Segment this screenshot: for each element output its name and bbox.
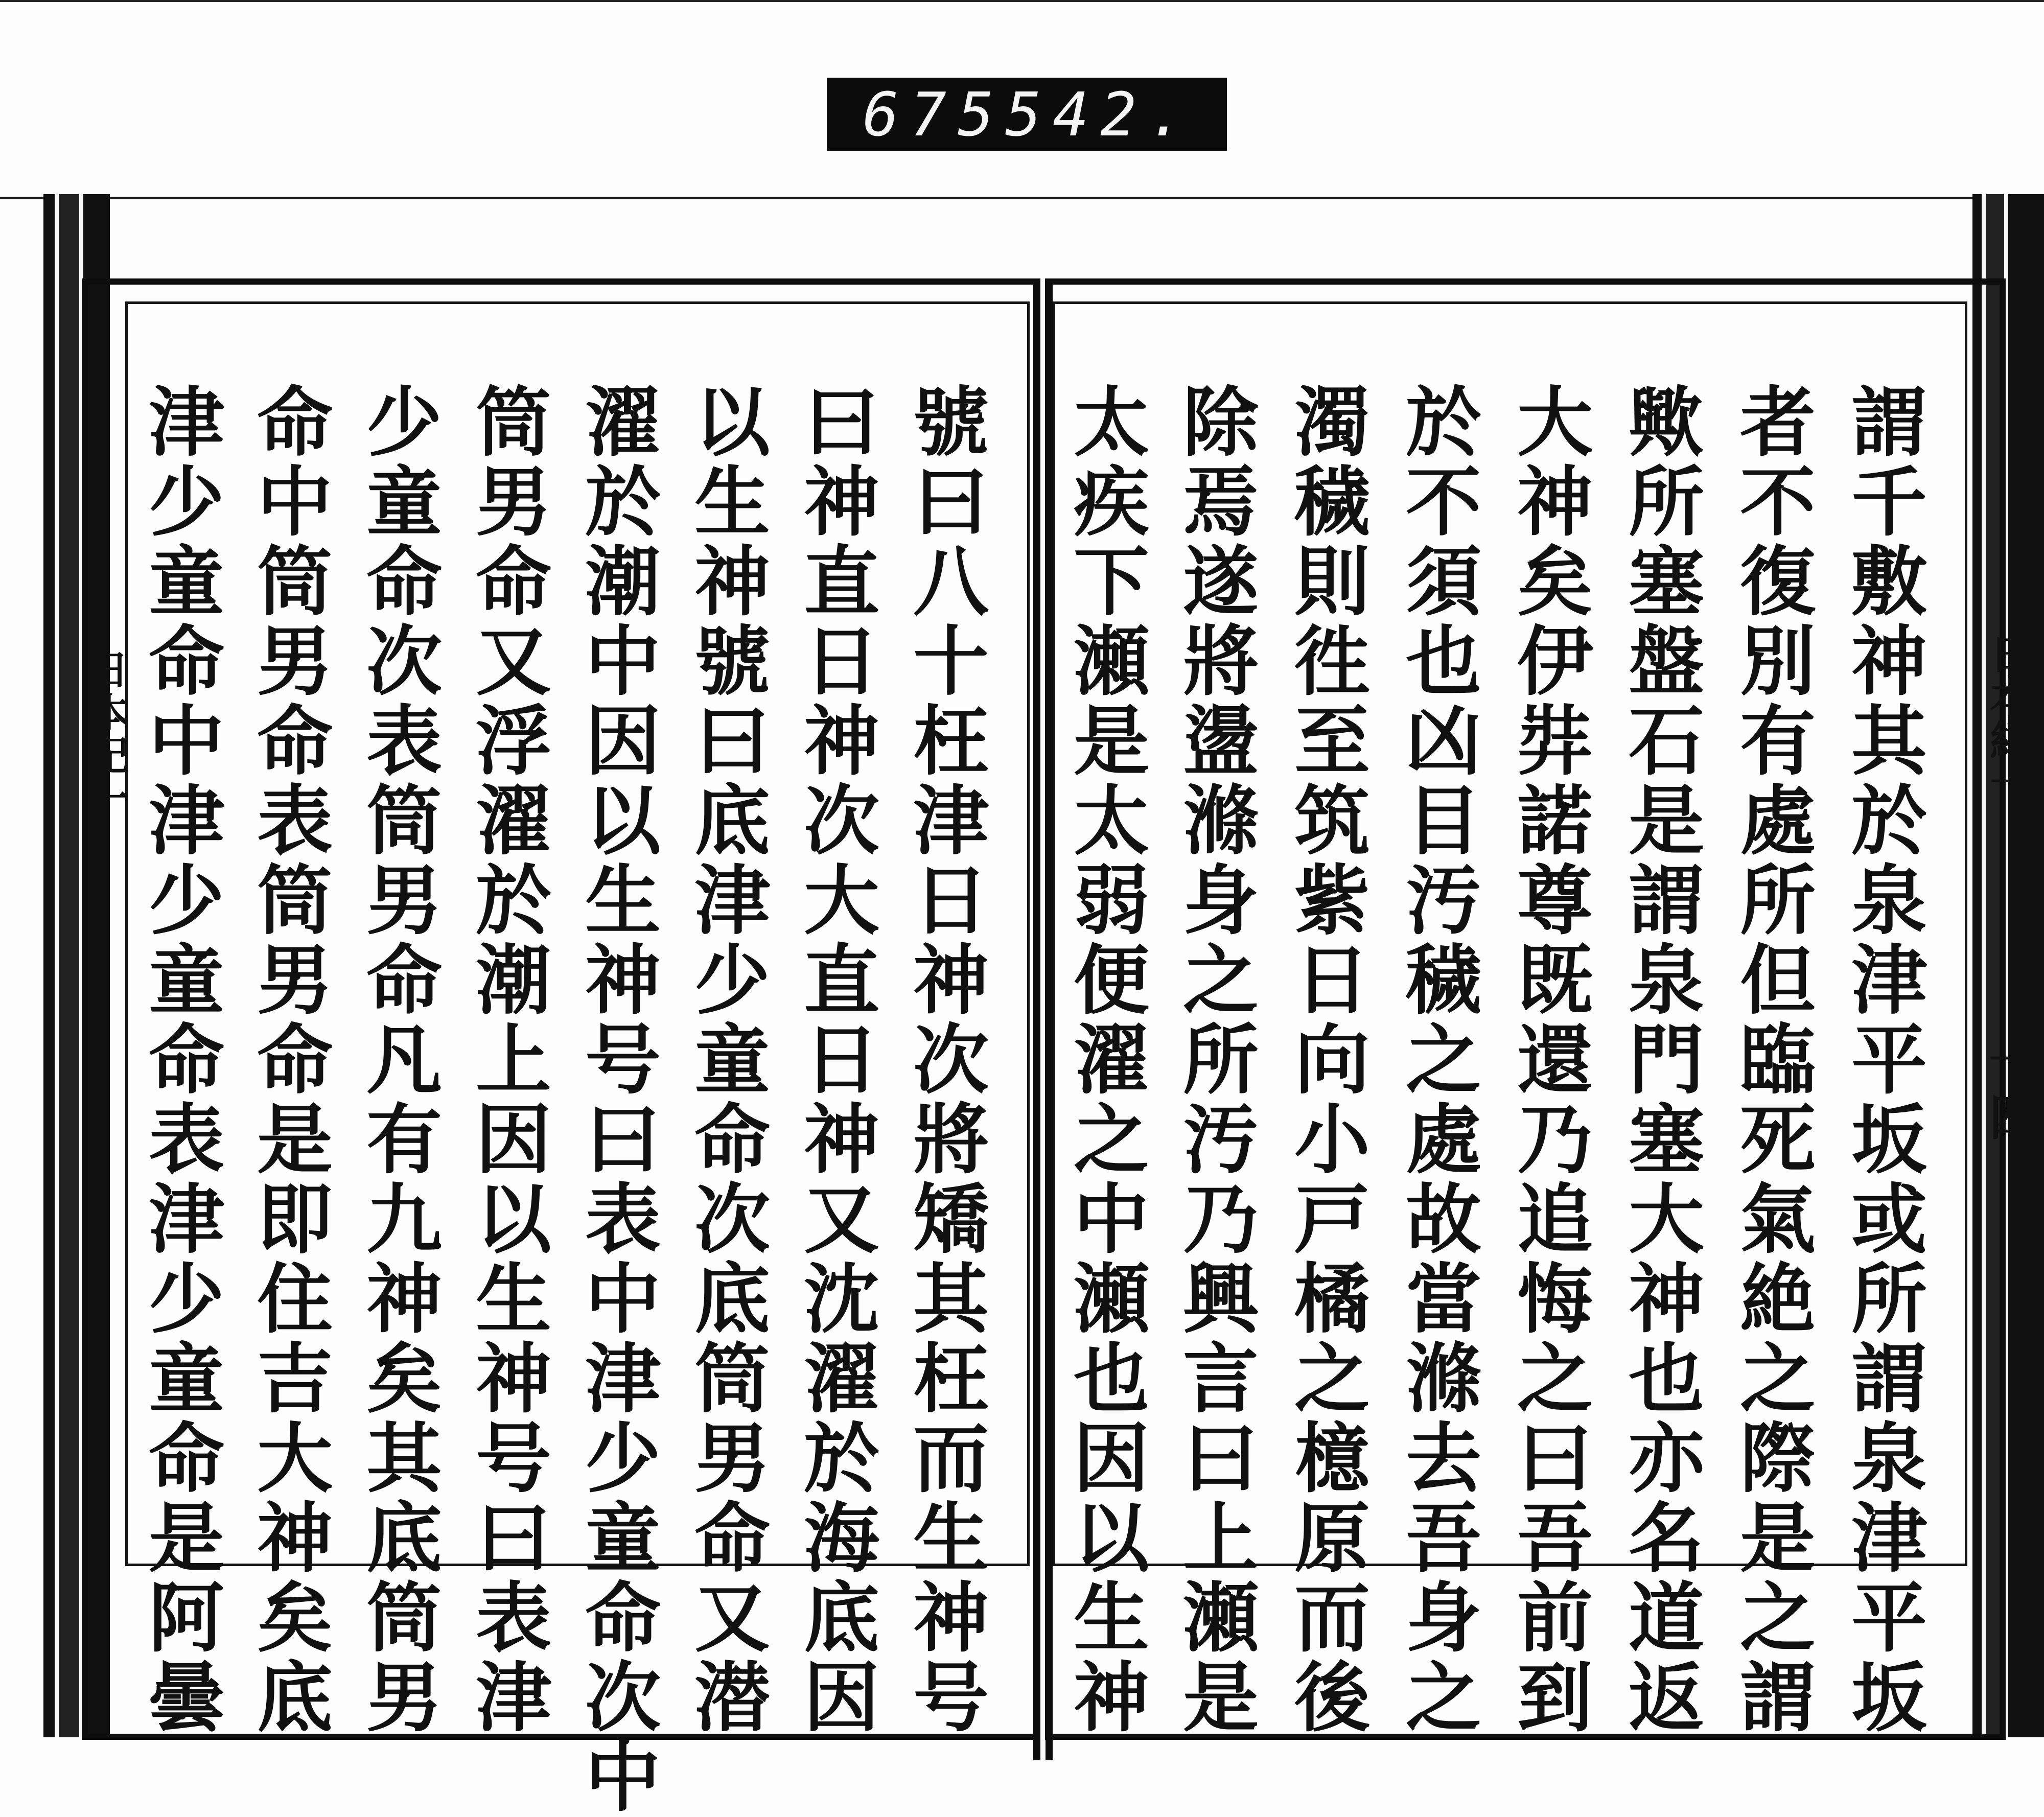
right-column-1: 謂千敷神其於泉津平坂或所謂泉津平坂 (1839, 382, 1928, 1737)
left-column-8: 津少童命中津少童命表津少童命是阿曇 (136, 382, 225, 1737)
left-margin-title: 日本紀一 (82, 649, 129, 821)
left-column-6: 少童命次表筒男命凡有九神矣其底筒男 (354, 382, 443, 1737)
right-column-7: 除焉遂將盪滌身之所汚乃興言曰上瀬是 (1171, 382, 1260, 1737)
left-column-1: 號曰八十枉津日神次將矯其枉而生神号 (901, 382, 990, 1737)
catalog-number-label (827, 78, 1227, 151)
right-margin-title: 日本紀一 (1983, 634, 2030, 805)
left-column-4: 濯於潮中因以生神号曰表中津少童命次中 (573, 382, 662, 1817)
right-column-2: 者不復別有處所但臨死氣絶之際是之謂 (1728, 382, 1817, 1737)
page-folio: 十四 (1981, 1037, 2039, 1146)
right-column-4: 大神矣伊弉諾尊既還乃追悔之曰吾前到 (1505, 382, 1594, 1737)
right-column-8: 太疾下瀬是太弱便濯之中瀬也因以生神 (1061, 382, 1150, 1737)
top-scan-border (0, 0, 2044, 2)
scan-divider (0, 197, 2044, 199)
left-column-2: 曰神直日神次大直日神又沈濯於海底因 (792, 382, 880, 1737)
right-column-5: 於不須也凶目汚穢之處故當滌去吾身之 (1393, 382, 1482, 1737)
right-column-6: 濁穢則徃至筑紫日向小戸橘之檍原而後 (1282, 382, 1371, 1737)
left-column-5: 筒男命又浮濯於潮上因以生神号曰表津 (463, 382, 552, 1737)
right-page-text (1061, 378, 1957, 1737)
left-page-text (136, 378, 1017, 1817)
left-column-7: 命中筒男命表筒男命是即住吉大神矣底 (245, 382, 334, 1737)
catalog-number-left: 675 (863, 79, 1006, 150)
catalog-number-right: 542. (1005, 79, 1196, 150)
left-column-3: 以生神號曰底津少童命次底筒男命又潜 (682, 382, 771, 1737)
right-column-3: 歟所塞盤石是謂泉門塞大神也亦名道返 (1616, 382, 1705, 1737)
